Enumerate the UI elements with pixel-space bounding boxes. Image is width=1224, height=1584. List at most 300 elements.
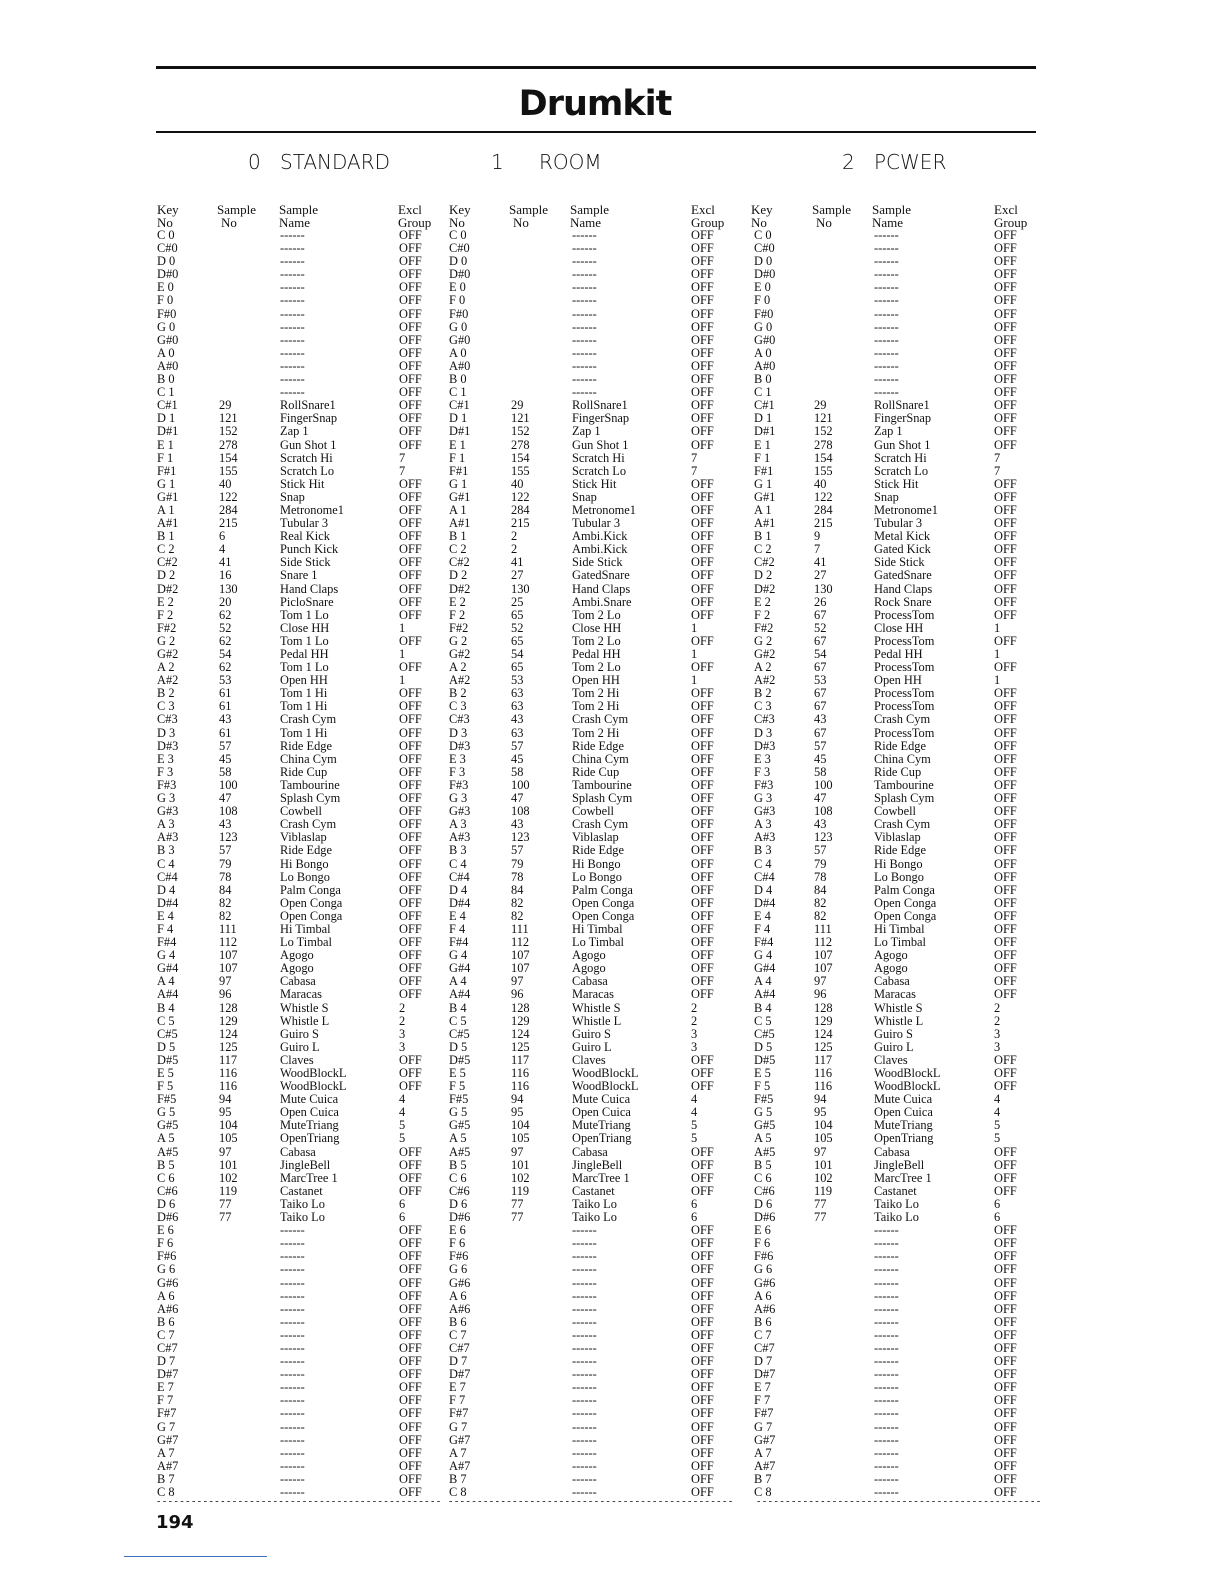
sample-no-cell: 119: [219, 1183, 238, 1198]
sample-no-cell: [219, 1394, 238, 1407]
excl-group-cell: OFF: [994, 1249, 1017, 1264]
excl-group-cell: OFF: [994, 1144, 1017, 1159]
kit-name: ROOM: [539, 150, 602, 174]
excl-group-cell: OFF: [691, 1432, 714, 1447]
key-cell: D#7: [754, 1367, 776, 1382]
excl-group-cell: OFF: [994, 476, 1017, 491]
sample-no-cell: [219, 242, 238, 255]
key-cell: F#5: [157, 1092, 177, 1107]
excl-group-cell: OFF: [691, 961, 714, 976]
sample-name-cell: Taiko Lo: [280, 1196, 325, 1211]
key-cell: G 5: [754, 1105, 773, 1120]
sample-name-cell: ------: [280, 254, 305, 269]
excl-group-cell: 7: [994, 450, 1001, 465]
key-cell: C 1: [157, 385, 175, 400]
sample-name-cell: ------: [280, 1262, 305, 1277]
sample-name-cell: Whistle S: [572, 1000, 621, 1015]
excl-group-cell: OFF: [994, 1380, 1017, 1395]
sample-no-cell: 97: [219, 1144, 232, 1159]
sample-name-cell: Mute Cuica: [572, 1092, 631, 1107]
sample-name-cell: ------: [572, 293, 597, 308]
excl-group-cell: OFF: [994, 869, 1017, 884]
sample-name-cell: ------: [572, 1249, 597, 1264]
excl-group-cell: OFF: [994, 1393, 1017, 1408]
excl-group-cell: OFF: [994, 895, 1017, 910]
sample-no-cell: [814, 373, 833, 386]
key-cell: E 2: [449, 594, 466, 609]
sample-name-cell: ------: [280, 241, 305, 256]
excl-group-cell: 7: [691, 463, 698, 478]
sample-no-cell: [814, 1303, 833, 1316]
sample-no-cell: 77: [511, 1210, 524, 1225]
key-cell: C#0: [754, 241, 775, 256]
sample-no-cell: [814, 1434, 833, 1447]
excl-group-cell: OFF: [994, 830, 1017, 845]
sample-name-column: [874, 229, 940, 1499]
key-cell: A 1: [157, 502, 175, 517]
sample-no-cell: 27: [511, 568, 524, 583]
kit-heading-power: [842, 150, 946, 174]
excl-group-cell: OFF: [994, 293, 1017, 308]
sample-name-cell: Taiko Lo: [874, 1196, 919, 1211]
key-cell: E 2: [157, 594, 174, 609]
key-cell: F 1: [157, 450, 174, 465]
excl-group-cell: OFF: [994, 987, 1017, 1002]
excl-group-cell: OFF: [994, 542, 1017, 557]
key-cell: C#6: [157, 1183, 178, 1198]
sample-name-cell: Close HH: [572, 620, 622, 635]
sample-name-cell: ------: [874, 1327, 899, 1342]
sample-no-cell: 79: [814, 856, 827, 871]
key-cell: B 5: [754, 1157, 772, 1172]
sample-name-cell: Lo Timbal: [874, 935, 926, 950]
sample-name-cell: JingleBell: [874, 1157, 925, 1172]
sample-name-cell: Tubular 3: [572, 516, 621, 531]
excl-group-cell: OFF: [691, 1223, 714, 1238]
sample-no-cell: [814, 347, 833, 360]
sample-name-cell: Hi Bongo: [874, 856, 923, 871]
sample-no-cell: [814, 1473, 833, 1486]
key-cell: G 5: [157, 1105, 176, 1120]
key-cell: A 2: [754, 660, 772, 675]
sample-name-cell: ------: [874, 228, 899, 242]
sample-name-cell: Taiko Lo: [572, 1210, 617, 1225]
key-cell: E 4: [754, 908, 771, 923]
sample-name-cell: Cowbell: [572, 804, 614, 819]
excl-group-cell: 3: [691, 1026, 698, 1041]
sample-name-cell: Scratch Hi: [280, 450, 333, 465]
sample-no-cell: [814, 308, 833, 321]
kit-name: STANDARD: [280, 150, 391, 174]
sample-name-cell: Cowbell: [874, 804, 916, 819]
key-cell: D#5: [157, 1052, 179, 1067]
excl-group-cell: OFF: [399, 1249, 422, 1264]
sample-name-cell: ------: [874, 1393, 899, 1408]
kit-name: PCWER: [874, 150, 947, 174]
key-cell: F 0: [449, 293, 466, 308]
excl-group-cell: OFF: [994, 241, 1017, 256]
header-sample-name: Sample Name: [279, 202, 318, 230]
sample-name-cell: Snare 1: [280, 568, 318, 583]
sample-name-cell: ------: [572, 385, 597, 400]
excl-group-cell: OFF: [994, 411, 1017, 426]
excl-group-cell: 4: [994, 1105, 1001, 1120]
sample-no-cell: [814, 1263, 833, 1276]
key-cell: G#6: [754, 1275, 776, 1290]
sample-no-cell: 104: [219, 1118, 238, 1133]
key-cell: G#6: [449, 1275, 471, 1290]
key-cell: B 7: [754, 1471, 772, 1486]
excl-group-cell: OFF: [399, 529, 422, 544]
key-cell: A#6: [754, 1301, 776, 1316]
key-cell: F 3: [754, 764, 771, 779]
key-cell: G#4: [157, 961, 179, 976]
excl-group-cell: 2: [399, 1000, 406, 1015]
key-cell: D 6: [754, 1196, 773, 1211]
excl-group-cell: OFF: [994, 529, 1017, 544]
sample-no-cell: [814, 1381, 833, 1394]
excl-group-cell: OFF: [399, 293, 422, 308]
title-rule: [156, 131, 1036, 133]
excl-group-cell: OFF: [994, 699, 1017, 714]
sample-name-cell: Whistle S: [280, 1000, 329, 1015]
sample-name-cell: Splash Cym: [572, 791, 633, 806]
sample-no-cell: 129: [511, 1013, 530, 1028]
key-cell: D 2: [449, 568, 468, 583]
sample-no-cell: 62: [219, 660, 232, 675]
sample-no-cell: 121: [814, 411, 833, 426]
key-cell: F 5: [449, 1079, 466, 1094]
sample-no-cell: 57: [511, 843, 524, 858]
key-cell: A#4: [157, 987, 179, 1002]
excl-group-cell: OFF: [399, 306, 422, 321]
sample-name-cell: Stick Hit: [280, 476, 325, 491]
key-cell: A#0: [754, 358, 776, 373]
key-cell: F#3: [157, 777, 177, 792]
sample-name-cell: ------: [874, 1340, 899, 1355]
key-cell: B 4: [157, 1000, 175, 1015]
excl-group-cell: OFF: [399, 332, 422, 347]
sample-name-cell: ------: [874, 1380, 899, 1395]
excl-group-cell: OFF: [399, 476, 422, 491]
sample-name-cell: Open Cuica: [874, 1105, 933, 1120]
key-cell: G#3: [449, 804, 471, 819]
excl-group-cell: OFF: [994, 1052, 1017, 1067]
sample-no-cell: [511, 360, 530, 373]
sample-no-cell: [511, 1355, 530, 1368]
key-cell: C#6: [754, 1183, 775, 1198]
sample-no-cell: 97: [511, 974, 524, 989]
excl-group-cell: OFF: [399, 1327, 422, 1342]
excl-group-cell: 6: [691, 1210, 698, 1225]
sample-no-cell: 53: [814, 673, 827, 688]
sample-name-cell: Lo Bongo: [874, 869, 924, 884]
key-cell: D#1: [449, 424, 471, 439]
key-cell: G 6: [754, 1262, 773, 1277]
sample-name-cell: Close HH: [280, 620, 330, 635]
sample-no-cell: 63: [511, 725, 524, 740]
key-cell: C 1: [754, 385, 772, 400]
sample-name-cell: ------: [572, 1262, 597, 1277]
sample-no-cell: 67: [814, 725, 827, 740]
excl-group-cell: OFF: [691, 1458, 714, 1473]
sample-name-cell: ------: [572, 1445, 597, 1460]
sample-name-cell: ProcessTom: [874, 699, 935, 714]
sample-name-cell: Open HH: [572, 673, 620, 688]
sample-no-cell: 215: [814, 516, 833, 531]
sample-name-cell: ------: [280, 1288, 305, 1303]
kit-heading-room: [491, 150, 602, 174]
sample-no-cell: [511, 1316, 530, 1329]
excl-group-cell: OFF: [994, 306, 1017, 321]
sample-no-cell: 100: [511, 777, 530, 792]
sample-name-cell: Castanet: [874, 1183, 917, 1198]
excl-group-cell: 4: [994, 1092, 1001, 1107]
key-cell: F 1: [449, 450, 466, 465]
excl-group-cell: OFF: [691, 1471, 714, 1486]
sample-name-cell: ------: [572, 372, 597, 387]
key-cell: B 5: [449, 1157, 467, 1172]
key-cell: E 6: [449, 1223, 466, 1238]
sample-name-cell: ------: [572, 280, 597, 295]
sample-name-cell: ------: [280, 1393, 305, 1408]
excl-group-cell: OFF: [994, 686, 1017, 701]
sample-name-cell: Hi Timbal: [572, 921, 623, 936]
key-cell: F#2: [449, 620, 469, 635]
sample-name-cell: Ride Edge: [572, 843, 624, 858]
sample-no-cell: 82: [511, 895, 524, 910]
key-cell: B 0: [754, 372, 772, 387]
sample-no-cell: [511, 1434, 530, 1447]
sample-no-cell: [219, 1316, 238, 1329]
sample-name-cell: Hi Bongo: [280, 856, 329, 871]
excl-group-cell: OFF: [399, 830, 422, 845]
excl-group-cell: 1: [399, 673, 406, 688]
excl-group-cell: OFF: [399, 398, 422, 413]
excl-group-cell: OFF: [691, 791, 714, 806]
key-cell: C 4: [449, 856, 467, 871]
sample-no-cell: 77: [814, 1196, 827, 1211]
sample-no-cell: 96: [814, 987, 827, 1002]
key-cell: D 2: [754, 568, 773, 583]
key-cell: E 0: [754, 280, 771, 295]
sample-name-cell: ------: [874, 280, 899, 295]
excl-group-cell: OFF: [994, 607, 1017, 622]
key-cell: G 7: [157, 1419, 176, 1434]
top-rule: [156, 66, 1036, 69]
sample-no-cell: 67: [814, 699, 827, 714]
excl-group-cell: 4: [691, 1105, 698, 1120]
header-sample-no: Sample No: [509, 202, 548, 230]
excl-group-cell: OFF: [399, 358, 422, 373]
key-cell: C 8: [449, 1485, 467, 1499]
key-cell: F#0: [157, 306, 177, 321]
key-cell: E 5: [449, 1066, 466, 1080]
sample-name-cell: ------: [572, 1314, 597, 1329]
excl-group-cell: 1: [994, 647, 1001, 661]
header-excl-group: Excl Group: [398, 202, 432, 230]
sample-name-cell: WoodBlockL: [874, 1066, 941, 1080]
key-cell: G#1: [754, 489, 776, 504]
sample-no-cell: [511, 321, 530, 334]
key-cell: D#0: [449, 267, 471, 282]
sample-no-cell: [814, 1237, 833, 1250]
sample-name-cell: WoodBlockL: [874, 1079, 941, 1094]
sample-name-cell: Tom 2 Lo: [572, 607, 621, 622]
excl-group-cell: OFF: [994, 908, 1017, 923]
key-cell: G 5: [449, 1105, 468, 1120]
excl-group-cell: OFF: [399, 869, 422, 884]
excl-group-cell: OFF: [994, 791, 1017, 806]
sample-no-cell: 67: [814, 607, 827, 622]
excl-group-cell: 2: [994, 1013, 1001, 1028]
sample-name-cell: Castanet: [572, 1183, 615, 1198]
key-cell: D 1: [157, 411, 176, 426]
excl-group-cell: OFF: [994, 1419, 1017, 1434]
sample-no-cell: [511, 1342, 530, 1355]
excl-group-cell: OFF: [994, 961, 1017, 976]
key-cell: A 1: [449, 502, 467, 517]
excl-group-cell: OFF: [691, 660, 714, 675]
excl-group-cell: 1: [994, 673, 1001, 688]
sample-name-cell: Tom 1 Hi: [280, 686, 328, 701]
excl-group-cell: OFF: [691, 935, 714, 950]
excl-group-cell: OFF: [994, 398, 1017, 413]
excl-group-cell: OFF: [691, 725, 714, 740]
key-cell: G 3: [449, 791, 468, 806]
sample-no-cell: 78: [219, 869, 232, 884]
key-cell: A 3: [754, 817, 772, 832]
excl-group-cell: OFF: [399, 1223, 422, 1238]
sample-no-cell: 101: [511, 1157, 530, 1172]
key-cell: G 2: [157, 633, 176, 648]
excl-group-cell: OFF: [691, 476, 714, 491]
excl-group-cell: OFF: [399, 594, 422, 609]
kit-number: 1: [491, 150, 504, 174]
sample-no-cell: 52: [814, 620, 827, 635]
key-cell: F 7: [754, 1393, 771, 1408]
excl-group-cell: 7: [994, 463, 1001, 478]
excl-group-cell: OFF: [691, 424, 714, 439]
sample-no-cell: [814, 334, 833, 347]
sample-name-cell: ------: [874, 1367, 899, 1382]
excl-group-cell: OFF: [399, 738, 422, 753]
key-cell: C#7: [157, 1340, 178, 1355]
excl-group-cell: OFF: [399, 686, 422, 701]
sample-no-cell: 45: [511, 751, 524, 766]
sample-no-cell: 67: [814, 660, 827, 675]
key-cell: E 7: [449, 1380, 466, 1395]
sample-name-cell: Tom 1 Lo: [280, 607, 329, 622]
sample-no-cell: 78: [814, 869, 827, 884]
sample-no-cell: [511, 1407, 530, 1420]
key-cell: A 7: [157, 1445, 175, 1460]
sample-no-cell: [814, 1421, 833, 1434]
sample-no-cell: 155: [814, 463, 833, 478]
key-cell: C 0: [157, 228, 175, 242]
excl-group-cell: OFF: [691, 1249, 714, 1264]
sample-no-cell: 154: [511, 450, 530, 465]
sample-no-cell: 29: [219, 398, 232, 413]
key-cell: F 7: [157, 1393, 174, 1408]
key-cell: D#6: [157, 1210, 179, 1225]
sample-name-cell: Tom 1 Hi: [280, 725, 328, 740]
key-cell: A 2: [449, 660, 467, 675]
key-cell: D 0: [157, 254, 176, 269]
header-sample-no: Sample No: [217, 202, 256, 230]
excl-group-cell: OFF: [691, 228, 714, 242]
key-cell: F#7: [157, 1406, 177, 1421]
sample-no-cell: 54: [219, 647, 232, 661]
key-cell: F 4: [449, 921, 466, 936]
sample-name-cell: ------: [280, 332, 305, 347]
sample-name-cell: Hi Timbal: [280, 921, 331, 936]
key-cell: C 8: [754, 1485, 772, 1499]
sample-name-cell: ------: [280, 280, 305, 295]
excl-group-cell: OFF: [691, 254, 714, 269]
excl-group-cell: OFF: [691, 319, 714, 334]
key-cell: A#7: [157, 1458, 179, 1473]
sample-no-cell: 65: [511, 660, 524, 675]
sample-no-cell: 77: [511, 1196, 524, 1211]
key-cell: A#2: [754, 673, 776, 688]
key-cell: G#0: [157, 332, 179, 347]
key-cell: D 5: [754, 1039, 773, 1054]
sample-no-cell: 129: [219, 1013, 238, 1028]
key-column: [754, 229, 775, 1499]
excl-group-cell: OFF: [399, 437, 422, 452]
key-cell: A#3: [157, 830, 179, 845]
sample-no-cell: [511, 1368, 530, 1381]
column-divider-dashes: - - - - - - - - - - - - - - - - - - - - - - - - - - - - - - - - - - - - - - - - - - - - - - - - -: [157, 1496, 441, 1507]
excl-group-cell: OFF: [691, 1419, 714, 1434]
sample-name-cell: Hand Claps: [572, 581, 631, 596]
excl-group-cell: OFF: [399, 804, 422, 819]
excl-group-cell: OFF: [994, 882, 1017, 897]
sample-name-cell: ------: [874, 332, 899, 347]
sample-name-cell: ------: [572, 345, 597, 360]
key-cell: F#1: [754, 463, 774, 478]
sample-name-cell: ------: [874, 1275, 899, 1290]
sample-name-cell: Open Conga: [280, 895, 343, 910]
sample-no-cell: 57: [814, 738, 827, 753]
sample-no-cell: [219, 1303, 238, 1316]
sample-name-cell: Ambi.Kick: [572, 542, 628, 557]
key-cell: C#3: [157, 712, 178, 727]
excl-group-cell: OFF: [399, 1052, 422, 1067]
sample-name-cell: Splash Cym: [874, 791, 935, 806]
sample-no-cell: [814, 268, 833, 281]
excl-group-column: [691, 229, 714, 1499]
sample-no-cell: [511, 1277, 530, 1290]
sample-name-cell: Maracas: [874, 987, 916, 1002]
sample-no-cell: [511, 308, 530, 321]
excl-group-cell: OFF: [691, 241, 714, 256]
sample-no-cell: 284: [814, 502, 833, 517]
sample-no-cell: 128: [814, 1000, 833, 1015]
excl-group-cell: OFF: [399, 1340, 422, 1355]
sample-no-cell: 116: [219, 1066, 238, 1080]
key-cell: G 7: [754, 1419, 773, 1434]
sample-name-cell: Cabasa: [874, 1144, 910, 1159]
sample-name-cell: Gun Shot 1: [874, 437, 931, 452]
sample-no-cell: 97: [814, 1144, 827, 1159]
excl-group-cell: OFF: [691, 712, 714, 727]
key-cell: A#7: [754, 1458, 776, 1473]
sample-name-cell: Whistle S: [874, 1000, 923, 1015]
sample-name-cell: ProcessTom: [874, 686, 935, 701]
key-cell: G 4: [754, 948, 773, 963]
